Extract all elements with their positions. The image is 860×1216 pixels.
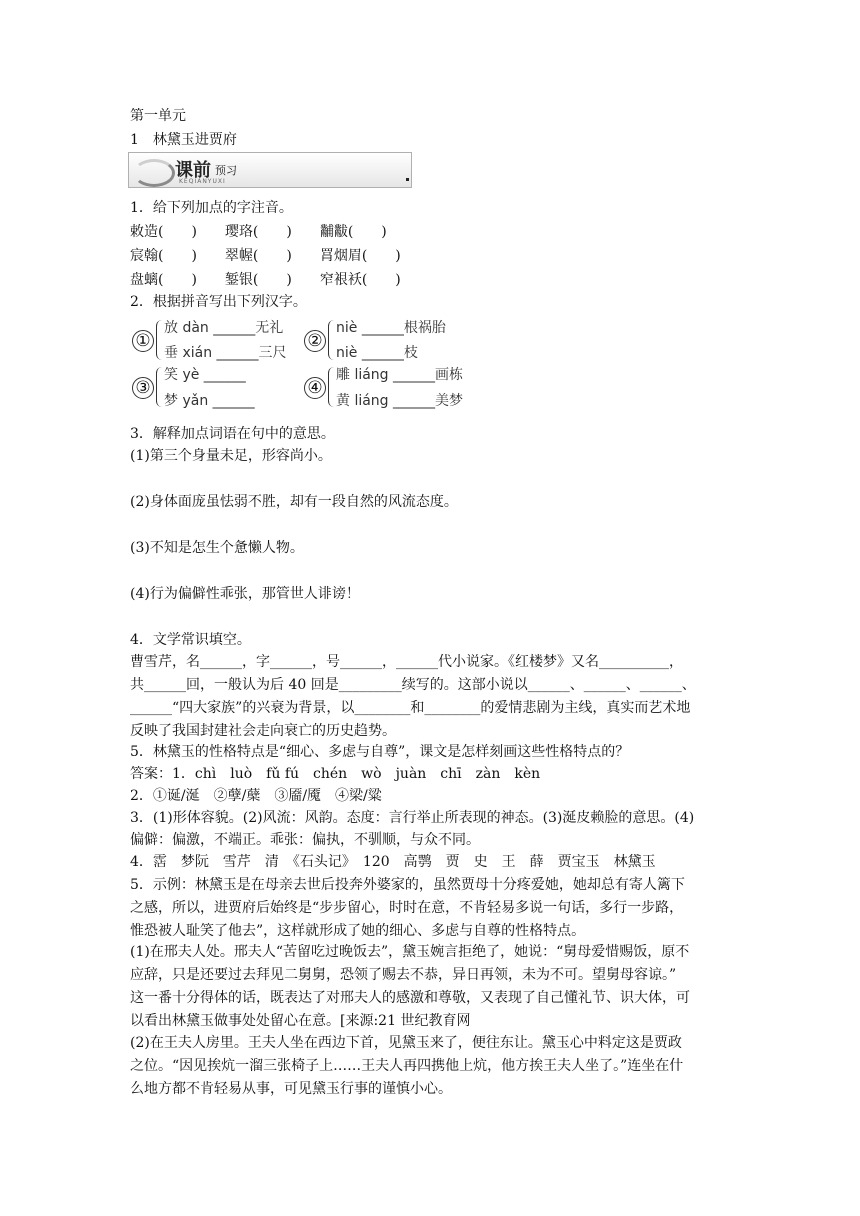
q1-row: 敕造( ) 璎珞( ) 黼黻( )	[130, 224, 387, 240]
q1-row: 宸翰( ) 翠幄( ) 罥烟眉( )	[130, 248, 401, 264]
pinyin-item: 雕 liáng ______画栋	[336, 367, 464, 383]
pinyin-item: niè ______根祸胎	[336, 320, 446, 336]
answer-line: 之感，所以，进贾府后始终是“步步留心，时时在意，不肯轻易多说一句话，多行一步路，	[130, 900, 684, 916]
pinyin-item: 垂 xián ______三尺	[164, 345, 287, 361]
unit-title: 第一单元	[130, 108, 186, 124]
pinyin-item: 梦 yǎn ______	[164, 393, 255, 409]
pinyin-item: niè ______枝	[336, 345, 418, 361]
q3-title: 3．解释加点词语在句中的意思。	[130, 426, 335, 442]
answer-line: 4．霑 梦阮 雪芹 清 《石头记》 120 高鹗 贾 史 王 薛 贾宝玉 林黛玉	[130, 854, 656, 870]
q4-line: 反映了我国封建社会走向衰亡的历史趋势。	[130, 723, 396, 739]
answer-line: 惟恐被人耻笑了他去”，这样就形成了她的细心、多虑与自尊的性格特点。	[130, 923, 586, 939]
q1-title: 1．给下列加点的字注音。	[130, 200, 293, 216]
pinyin-item: 笑 yè ______	[164, 367, 246, 383]
banner-main-text: 课前	[175, 160, 211, 181]
q3-sentence: (2)身体面庞虽怯弱不胜，却有一段自然的风流态度。	[130, 494, 458, 510]
answer-line: 么地方都不肯轻易从事，可见黛玉行事的谨慎小心。	[130, 1081, 452, 1097]
answer-line: 以看出林黛玉做事处处留心在意。[来源:21 世纪教育网	[130, 1013, 471, 1029]
q4-line: ______“四大家族”的兴衰为背景，以________和________的爱情悲剧为主线，真实而艺术地	[130, 700, 691, 716]
q3-sentence: (3)不知是怎生个惫懒人物。	[130, 540, 304, 556]
pinyin-item: 黄 liáng ______美梦	[336, 393, 464, 409]
q4-line: 曹雪芹，名______，字______，号______，______代小说家。《红楼梦》又名__________，	[130, 654, 683, 670]
preview-banner	[128, 152, 412, 188]
q2-title: 2．根据拼音写出下列汉字。	[130, 294, 307, 310]
answer-line: 5．示例：林黛玉是在母亲去世后投奔外婆家的，虽然贾母十分疼爱她，她却总有寄人篱下	[130, 877, 685, 893]
answer-line: 这一番十分得体的话，既表达了对邢夫人的感激和尊敬，又表现了自己懂礼节、识大体，可	[130, 990, 690, 1006]
answer-line: (2)在王夫人房里。王夫人坐在西边下首，见黛玉来了，便往东让。黛玉心中料定这是贾政	[130, 1035, 682, 1051]
q4-line: 共______回，一般认为后 40 回是_________续写的。这部小说以______、______、______、	[130, 677, 696, 693]
banner-sub-text: 预习	[215, 164, 237, 177]
q1-row: 盘螭( ) 錾银( ) 窄裉袄( )	[130, 272, 401, 288]
answer-line: 3．(1)形体容貌。(2)风流：风韵。态度：言行举止所表现的神态。(3)涎皮赖脸的意思。(4)	[130, 810, 695, 826]
swirl-icon	[133, 159, 175, 187]
answer-line: 偏僻：偏激，不端正。乖张：偏执，不驯顺，与众不同。	[130, 832, 480, 848]
answer-line: 之位。“因见挨炕一溜三张椅子上……王夫人再四携他上炕，他方挨王夫人坐了。”连坐在什	[130, 1058, 684, 1074]
q3-sentence: (1)第三个身量未足，形容尚小。	[130, 448, 332, 464]
q4-title: 4．文学常识填空。	[130, 632, 251, 648]
circle-number: ②	[304, 330, 326, 352]
answer-line: 答案：1．chì luò fǔ fú chén wò juàn chī zàn kèn	[130, 766, 541, 782]
q3-sentence: (4)行为偏僻性乖张，那管世人诽谤！	[130, 586, 360, 602]
q5-title: 5．林黛玉的性格特点是“细心、多虑与自尊”，课文是怎样刻画这些性格特点的？	[130, 744, 630, 760]
banner-dot	[406, 178, 409, 181]
lesson-title: 1 林黛玉进贾府	[130, 132, 237, 148]
answer-line: 应辞，只是还要过去拜见二舅舅，恐领了赐去不恭，异日再领，未为不可。望舅母容谅。”	[130, 967, 677, 983]
banner-pinyin: KEQIANYUXI	[179, 178, 226, 185]
answer-line: 2．①诞/涎 ②孽/蘖 ③靥/魇 ④梁/粱	[130, 788, 382, 804]
circle-number: ①	[132, 330, 154, 352]
answer-line: (1)在邢夫人处。邢夫人“苦留吃过晚饭去”，黛玉婉言拒绝了，她说：“舅母爱惜赐饭，原不	[130, 944, 690, 960]
pinyin-item: 放 dàn ______无礼	[164, 320, 284, 336]
circle-number: ④	[304, 377, 326, 399]
circle-number: ③	[132, 377, 154, 399]
